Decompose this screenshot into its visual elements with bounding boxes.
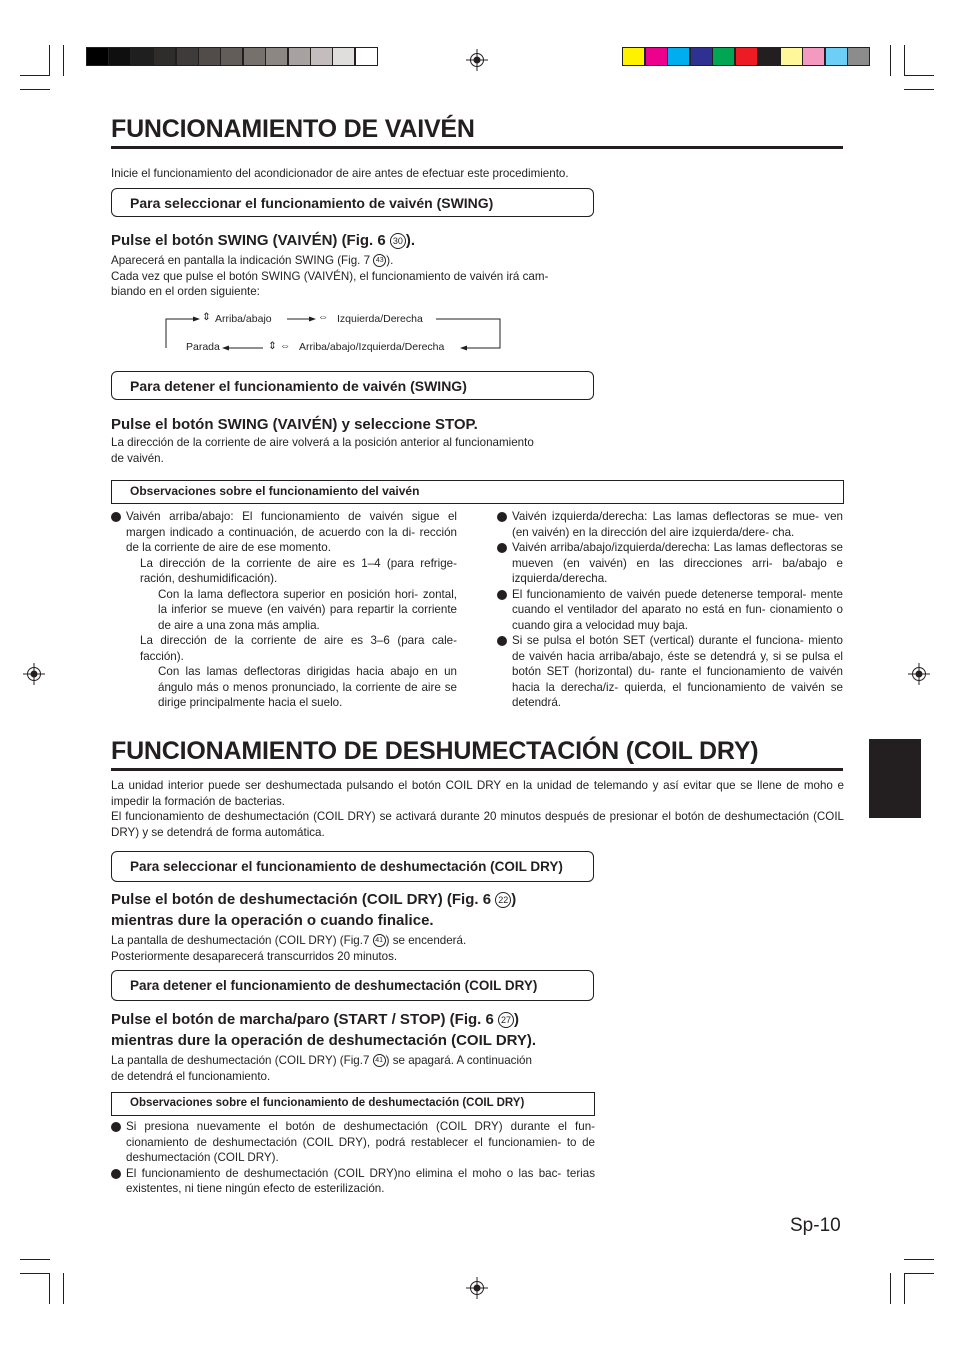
coil-dry-intro: La unidad interior puede ser deshumectada pulsando el botón COIL DRY en la unidad de telemando y así evitar que se llene de moho e impedir la formación de bacterias. El funcionamiento de deshumectación (COIL DRY) se activará durante 20 minutos después de presionar el botón de deshumectación (COIL DRY) y se detendrá de forma automática. xyxy=(111,779,844,839)
fig-ref-41-icon: 41 xyxy=(373,1054,386,1067)
gray-swatch xyxy=(86,47,109,66)
gray-swatch xyxy=(288,47,311,66)
coil-dry-notes xyxy=(111,1119,595,1197)
fig-ref-43-icon: 43 xyxy=(373,254,386,267)
registration-mark-icon xyxy=(466,1277,488,1299)
gray-swatch xyxy=(220,47,243,66)
fig-ref-30-icon: 30 xyxy=(390,233,406,249)
list-item: El funcionamiento de vaivén puede detenerse temporal- mente cuando el ventilador del aparato no está en fun- cionamiento o cuando gira a velocidad muy baja. xyxy=(497,587,843,634)
list-item: Vaivén arriba/abajo: El funcionamiento de vaivén sigue el margen indicado a continuación, de acuerdo con la di- rección de la corriente de aire de ese momento. xyxy=(111,509,457,556)
swing-step1-text: Aparecerá en pantalla la indicación SWING (Fig. 7 43 ). Cada vez que pulse el botón SWING (VAIVÉN), el funcionamiento de vaivén irá cam- biando en el orden siguiente: xyxy=(111,254,549,298)
color-swatch xyxy=(780,47,803,66)
swing-step2-heading: Pulse el botón SWING (VAIVÉN) y seleccione STOP. xyxy=(111,416,478,433)
gray-swatch xyxy=(198,47,221,66)
bullet-icon xyxy=(497,543,507,553)
registration-mark-icon xyxy=(908,663,930,685)
up-down-arrow-icon: ⇕ xyxy=(202,311,211,323)
fig-ref-22-icon: 22 xyxy=(495,892,511,908)
swing-stop-box: Para detener el funcionamiento de vaivén (SWING) xyxy=(111,371,594,400)
swing-intro: Inicie el funcionamiento del acondicionador de aire antes de efectuar este procedimiento. xyxy=(111,167,569,180)
list-item: El funcionamiento de deshumectación (COIL DRY)no elimina el moho o las bac- terias existentes, ni tiene ningún efecto de esterilización. xyxy=(111,1166,595,1197)
gray-swatch xyxy=(153,47,176,66)
swing-notes-left xyxy=(111,509,457,711)
gray-swatch xyxy=(332,47,355,66)
gray-swatch xyxy=(243,47,266,66)
flow-leftright: Izquierda/Derecha xyxy=(337,313,423,325)
left-right-arrow-icon: ⇔ xyxy=(318,311,329,323)
gray-swatch xyxy=(176,47,199,66)
gray-swatch xyxy=(310,47,333,66)
color-swatch xyxy=(712,47,735,66)
bullet-icon xyxy=(497,636,507,646)
list-item: Con las lamas deflectoras dirigidas hacia abajo en un ángulo más o menos pronunciado, la corriente de aire se dirige principalmente hacia el suelo. xyxy=(158,665,457,709)
list-item: Vaivén izquierda/derecha: Las lamas deflectoras se mue- ven (en vaivén) en la dirección del aire izquierda/dere- cha. xyxy=(497,509,843,540)
up-down-arrow-icon: ⇕ xyxy=(268,340,277,352)
swing-step2-text: La dirección de la corriente de aire volverá a la posición anterior al funcionamiento de vaivén. xyxy=(111,436,534,465)
flow-stop: Parada xyxy=(186,341,220,353)
list-item: Vaivén arriba/abajo/izquierda/derecha: Las lamas deflectoras se mueven (en vaivén) en las direcciones arri- ba/abajo e izquierda/derecha. xyxy=(497,540,843,587)
coil-dry-step1-heading: Pulse el botón de deshumectación (COIL DRY) (Fig. 6 22 ) mientras dure la operación o cuando finalice. xyxy=(111,891,517,929)
bullet-icon xyxy=(497,512,507,522)
swing-select-box: Para seleccionar el funcionamiento de vaivén (SWING) xyxy=(111,188,594,217)
list-item: Con la lama deflectora superior en posición hori- zontal, la inferior se mueve (en vaivén) para repartir la corriente de aire a una zona más amplia. xyxy=(158,587,457,632)
bullet-icon xyxy=(111,512,121,522)
gray-swatch xyxy=(131,47,154,66)
coil-dry-stop-box: Para detener el funcionamiento de deshumectación (COIL DRY) xyxy=(111,970,594,1001)
fig-ref-27-icon: 27 xyxy=(498,1012,514,1028)
color-swatch xyxy=(847,47,870,66)
color-swatch xyxy=(757,47,780,66)
fig-ref-41-icon: 41 xyxy=(373,934,386,947)
color-swatch xyxy=(825,47,848,66)
color-swatch xyxy=(690,47,713,66)
registration-mark-icon xyxy=(466,49,488,71)
swing-notes-header: Observaciones sobre el funcionamiento del vaivén xyxy=(111,480,844,504)
registration-mark-icon xyxy=(23,663,45,685)
page-number: Sp-10 xyxy=(790,1215,841,1236)
coil-dry-select-box: Para seleccionar el funcionamiento de deshumectación (COIL DRY) xyxy=(111,851,594,882)
list-item: La dirección de la corriente de aire es 1–4 (para refrige- ración, deshumidificación). xyxy=(140,556,457,585)
coil-dry-step1-text: La pantalla de deshumectación (COIL DRY) (Fig.7 41 ) se encenderá. Posteriormente desaparecerá transcurridos 20 minutos. xyxy=(111,934,467,963)
list-item: Si se pulsa el botón SET (vertical) durante el funciona- miento de vaivén hacia arriba/abajo, éste se detendrá y, si se pulsa el botón SET (horizontal) du- rante el funcionamiento de vaivén hacia la derecha/iz- quierda, el funcionamiento de vaivén se detendrá. xyxy=(497,633,843,711)
bullet-icon xyxy=(111,1122,121,1132)
gray-swatch xyxy=(108,47,131,66)
left-right-arrow-icon: ⇔ xyxy=(280,340,291,352)
gray-swatch xyxy=(265,47,288,66)
section-title-swing: FUNCIONAMIENTO DE VAIVÉN xyxy=(111,113,843,149)
gray-swatch xyxy=(355,47,378,66)
swing-step1-heading: Pulse el botón SWING (VAIVÉN) (Fig. 6 30 ). xyxy=(111,232,416,249)
coil-dry-step2-heading: Pulse el botón de marcha/paro (START / STOP) (Fig. 6 27 ) mientras dure la operación de deshumectación (COIL DRY). xyxy=(111,1011,537,1049)
color-swatch xyxy=(735,47,758,66)
color-swatch xyxy=(667,47,690,66)
coil-dry-step2-text: La pantalla de deshumectación (COIL DRY) (Fig.7 41 ) se apagará. A continuación de detendrá el funcionamiento. xyxy=(111,1054,532,1083)
bullet-icon xyxy=(497,590,507,600)
coil-dry-notes-header: Observaciones sobre el funcionamiento de deshumectación (COIL DRY) xyxy=(111,1092,595,1116)
flow-all: Arriba/abajo/Izquierda/Derecha xyxy=(299,341,445,353)
color-swatch xyxy=(645,47,668,66)
bullet-icon xyxy=(111,1169,121,1179)
side-tab xyxy=(869,739,921,818)
color-swatch xyxy=(622,47,645,66)
list-item: La dirección de la corriente de aire es 3–6 (para cale- facción). xyxy=(140,634,457,663)
section-title-coil-dry: FUNCIONAMIENTO DE DESHUMECTACIÓN (COIL DRY) xyxy=(111,735,843,771)
flow-updown: Arriba/abajo xyxy=(215,313,272,325)
color-swatch xyxy=(802,47,825,66)
swing-notes-right xyxy=(497,509,843,711)
list-item: Si presiona nuevamente el botón de deshumectación (COIL DRY) durante el fun- cionamiento de deshumectación (COIL DRY), podrá restablecer el funcionamien- to de deshumectación (COIL DRY). xyxy=(111,1119,595,1166)
